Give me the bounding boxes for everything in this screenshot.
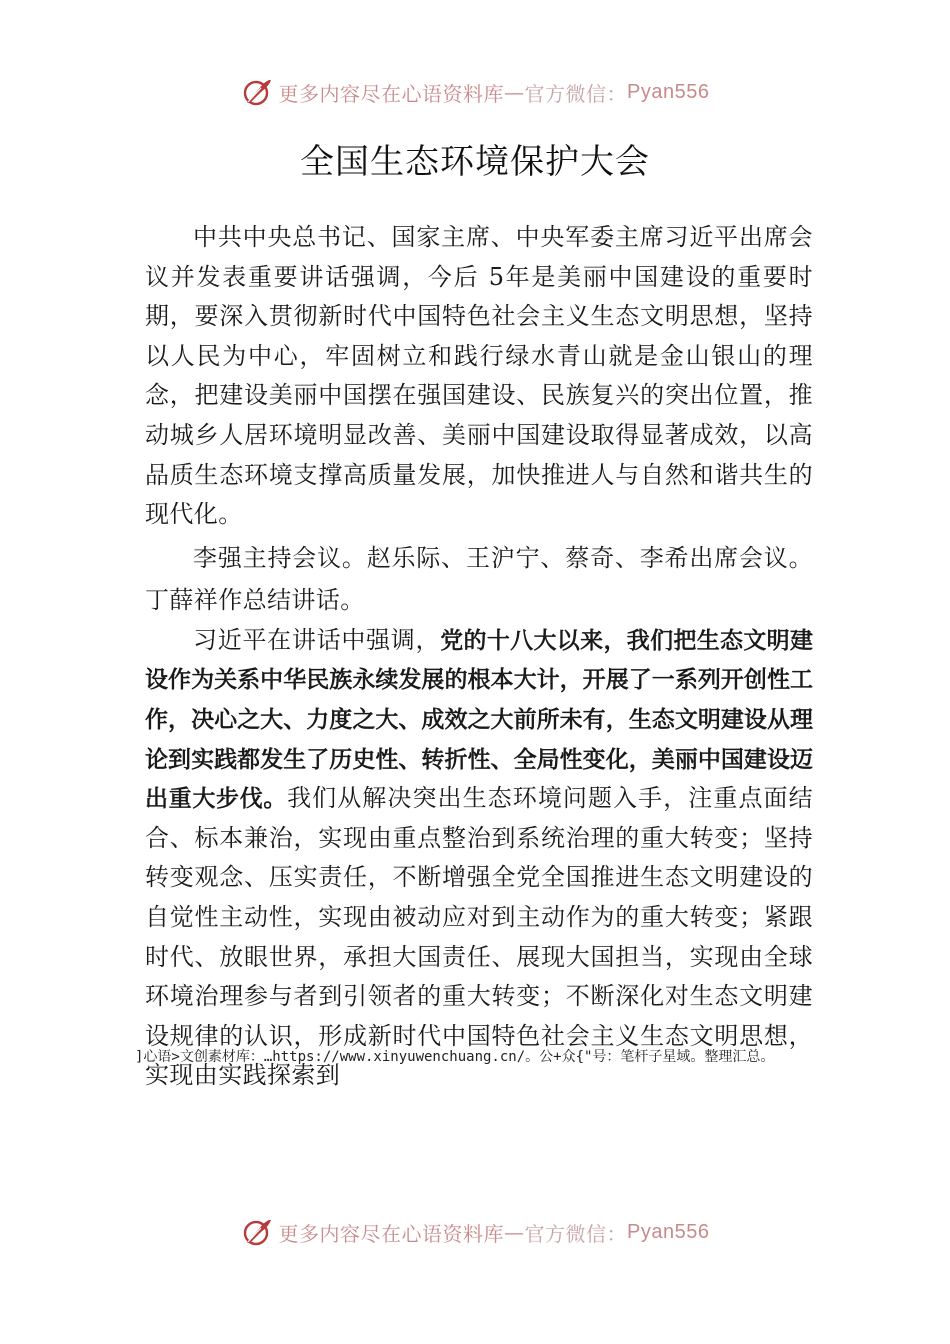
top-banner [0,72,950,112]
feather-pen-logo-icon [241,1216,273,1248]
banner-wechat-id: Pyan556 [627,80,710,103]
banner-main-text: 更多内容尽在心语资料库 [278,81,505,106]
paragraph-1: 中共中央总书记、国家主席、中央军委主席习近平出席会议并发表重要讲话强调，今后 5年是美丽中国建设的重要时期，要深入贯彻新时代中国特色社会主义生态文明思想，坚持以人民为中心，牢固树立和践行绿水青山就是金山银山的理念，把建设美丽中国摆在强国建设、民族复兴的突出位置，推动城乡人居环境明显改善、美丽中国建设取得显著成效，以高品质生态环境支撑高质量发展，加快推进人与自然和谐共生的现代化。 [145,223,813,529]
paragraph-3-bold-text: 党的十八大以来，我们把生态文明建设作为关系中华民族永续发展的根本大计，开展了一系列开创性工作，决心之大、力度之大、成效之大前所未有，生态文明建设从理论到实践都发生了历史性、转折性、全局性变化，美丽中国建设迈出重大步伐。 [145,627,814,813]
banner-separator: — [504,1220,525,1244]
banner-wechat-id: Pyan556 [627,1220,710,1243]
paragraph-3-rest: 我们从解决突出生态环境问题入手，注重点面结合、标本兼治，实现由重点整治到系统治理的重大转变；坚持转变观念、压实责任，不断增强全党全国推进生态文明建设的自觉性主动性，实现由被动应对到主动作为的重大转变；紧跟时代、放眼世界，承担大国责任、展现大国担当，实现由全球环境治理参与者到引领者的重大转变；不断深化对生态文明建设规律的认识，形成新时代中国特色社会主义生态文明思想，实现由实践探索到 [145,784,813,1090]
banner-wechat-label: 官方微信： [524,1221,628,1246]
document-body [145,218,813,1096]
paragraph-3-lead: 习近平在讲话中强调， [193,625,441,654]
banner-wechat-label: 官方微信： [524,81,628,106]
source-footnote: ]心语>文创素材库：…https://www.xinyuwenchuang.cn/。公+众{"号：笔杆子星域。整理汇总。 [135,1049,775,1065]
feather-pen-logo-icon [241,76,273,108]
bottom-banner [0,1212,950,1252]
banner-separator: — [504,80,525,104]
paragraph-3 [145,621,813,1096]
banner-main-text: 更多内容尽在心语资料库 [278,1221,505,1246]
document-title: 全国生态环境保护大会 [300,142,650,182]
paragraph-2: 李强主持会议。赵乐际、王沪宁、蔡奇、李希出席会议。丁薛祥作总结讲话。 [145,543,813,614]
